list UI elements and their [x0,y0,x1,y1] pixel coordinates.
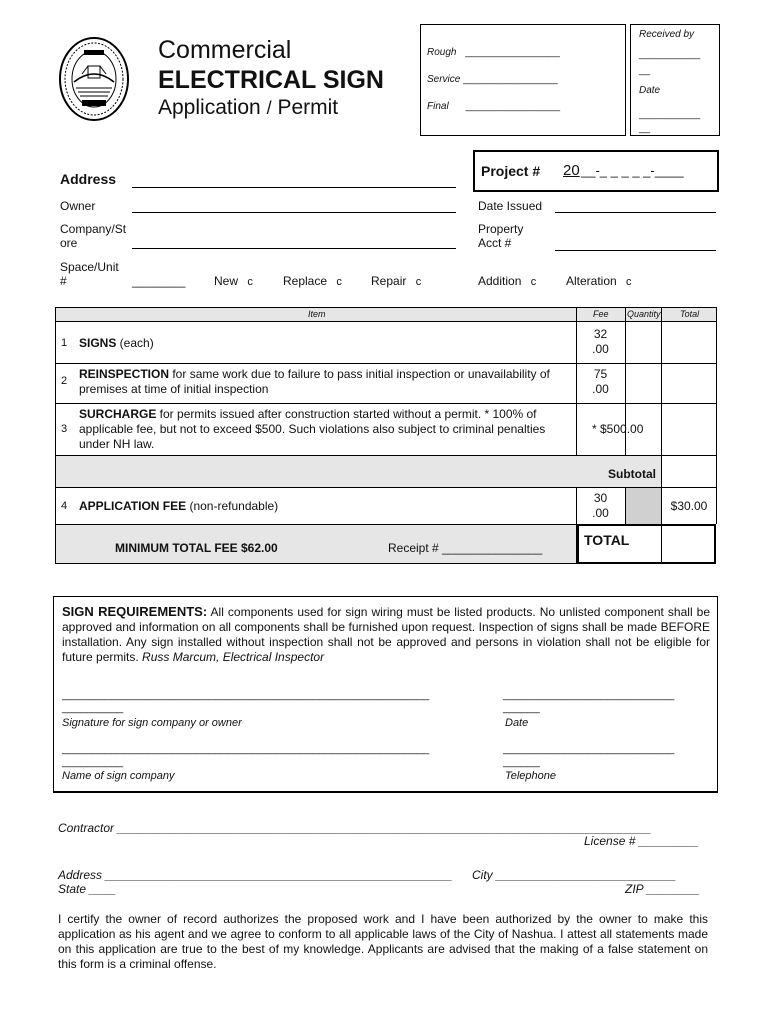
row-1-fee [576,327,625,357]
license-field[interactable]: License # _________ [584,834,699,848]
date-issued-field[interactable] [555,212,716,213]
quantity-column-rule [625,487,626,524]
table-border-bottom [55,563,576,564]
row-2-number: 2 [61,375,68,387]
sign-requirements-text [62,604,710,665]
sign-requirements-body: All components used for sign wiring must be listed products. No unlisted component shall be approved and information on all components shall be furnished upon request. Inspection of signs shall be made BEFORE installation. Any sign installed without inspection shall not be approved and persons in violation shall not be eligible for future permits. [62,605,710,664]
received-by-blank-cont: __ [639,65,651,76]
company-field[interactable] [132,248,456,249]
signature-field[interactable] [62,689,429,715]
row-4-fee [576,491,625,521]
received-date-label: Date [639,85,661,96]
subtotal-row-shade [55,455,661,487]
company-name-line-cont: __________ [62,756,124,768]
row-1-quantity-field[interactable] [626,322,660,362]
telephone-label: Telephone [505,770,556,782]
company-label-line2: ore [60,236,78,250]
row-3-fee-value: * $500.00 [592,422,644,436]
received-date-blank-cont: __ [639,123,651,134]
space-unit-field[interactable]: ________ [132,274,186,288]
row-2-quantity-field[interactable] [626,364,660,402]
row-2-fee-cents: .00 [592,382,609,396]
project-number-blank: __-_ _ _ _ _-____ [581,163,684,178]
total-label: TOTAL [584,532,630,548]
address-label: Address [60,171,117,187]
contractor-zip-field[interactable]: ZIP ________ [625,882,700,896]
company-label [60,222,126,250]
project-label: Project # [481,163,541,179]
fee-table [55,307,716,564]
telephone-line-cont: ______ [503,756,540,768]
option-repair-checkbox[interactable]: c [415,276,422,288]
row-2-desc: for same work due to failure to pass initial inspection or unavailability of premises at time of initial inspection [79,367,550,396]
option-alteration[interactable] [566,274,632,288]
signature-line: ____________________________________________________________ [62,689,430,701]
row-2-fee-dollars: 75 [593,367,608,381]
row-1-number: 1 [61,337,68,349]
table-header-shade [55,307,716,321]
property-acct-label [478,222,523,250]
option-new-checkbox[interactable]: c [247,276,253,288]
row-1-title: SIGNS [79,336,117,350]
option-replace-checkbox[interactable]: c [336,276,342,288]
contractor-field[interactable]: Contractor ________________________________________________________________________________ [58,821,652,835]
application-fee-quantity-shade [625,487,661,524]
table-rule [55,487,716,488]
owner-label: Owner [60,199,96,213]
property-label-line1: Property [478,222,524,236]
receipt-number[interactable]: Receipt # _______________ [388,541,543,555]
inspection-service-label: Service [427,74,461,85]
option-new-label: New [214,274,239,288]
inspection-rough[interactable] [427,47,560,58]
received-by-label: Received by [639,29,695,40]
row-2-title: REINSPECTION [79,367,170,381]
title-electrical-sign: ELECTRICAL SIGN [158,66,384,94]
row-4-fee-cents: .00 [592,506,609,520]
date-label: Date [505,717,529,729]
contractor-state-field[interactable]: State ____ [58,882,117,896]
row-4-title: APPLICATION FEE [79,499,187,513]
table-rule [55,403,716,404]
option-new[interactable] [214,274,253,288]
sign-requirements-heading: SIGN REQUIREMENTS: [62,604,208,619]
address-field[interactable] [132,187,456,188]
date-line-cont: ______ [503,702,540,714]
row-4-desc: (non-refundable) [186,499,279,513]
company-name-label: Name of sign company [62,770,175,782]
table-rule [55,363,716,364]
title-application: Application [158,96,261,119]
inspection-box [420,24,626,136]
row-1-fee-cents: .00 [592,342,609,356]
option-addition-checkbox[interactable]: c [530,276,537,288]
header-fee: Fee [593,309,609,319]
inspection-final[interactable] [427,101,560,112]
space-label-line1: Space/Unit [60,260,119,274]
row-3-fee [578,422,678,436]
row-4-total: $30.00 [670,499,708,513]
city-seal-icon [58,36,130,122]
inspection-final-blank: _________________ [465,101,561,112]
row-1-item [79,336,571,350]
row-3-desc: for permits issued after construction started without a permit. * 100% of applicable fee, but not to exceed $500. Such violations also subject to criminal penalties under NH law. [79,407,546,451]
row-4-item [79,499,571,513]
table-border-right [716,307,717,524]
contractor-city-field[interactable]: City ___________________________ [472,868,677,882]
option-alteration-checkbox[interactable]: c [626,276,632,288]
header-item: Item [308,309,326,319]
option-replace-label: Replace [283,274,328,288]
row-2-fee [576,367,625,397]
option-addition[interactable] [478,274,536,288]
received-date-blank[interactable]: ___________ [639,109,701,120]
signature-line-cont: __________ [62,702,124,714]
option-alteration-label: Alteration [566,274,617,288]
inspection-rough-blank: _________________ [465,47,560,58]
option-repair[interactable] [371,274,421,288]
title-application-permit [158,96,338,120]
received-by-blank[interactable]: ___________ [639,49,701,60]
row-1-fee-dollars: 32 [593,327,608,341]
date-field[interactable] [503,689,674,715]
owner-field[interactable] [132,212,456,213]
sign-requirements-box [53,596,718,793]
signature-label: Signature for sign company or owner [62,717,242,729]
contractor-address-field[interactable]: Address ____________________________________________________ [58,868,453,882]
row-3-title: SURCHARGE [79,407,157,421]
title-separator: / [266,98,272,118]
table-rule [55,455,716,456]
telephone-line: ____________________________ [503,743,675,755]
company-name-field[interactable] [62,743,429,769]
inspector-name: Russ Marcum, Electrical Inspector [142,650,325,664]
header-quantity: Quantity [627,309,661,319]
header-total: Total [680,309,700,319]
property-label-line2: Acct # [478,236,512,250]
company-name-line: ____________________________________________________________ [62,743,430,755]
received-box [630,24,720,136]
title-commercial: Commercial [158,36,292,64]
row-4-number: 4 [61,500,68,512]
option-repair-label: Repair [371,274,407,288]
table-border-top [55,307,716,308]
certification-statement: I certify the owner of record authorizes the proposed work and I have been authorized by the owner to make this application as his agent and we agree to conform to all applicable laws of the City of Nashua. I attest all statements made on this application are true to the best of my knowledge. Applicants are advised that the making of a false statement on this form is a criminal offense. [58,912,708,971]
property-acct-field[interactable] [555,250,716,251]
subtotal-field[interactable] [662,456,716,486]
subtotal-label: Subtotal [608,467,656,481]
company-label-line1: Company/St [60,222,127,236]
row-1-desc: (each) [116,336,154,350]
title-permit: Permit [277,96,339,119]
row-3-item [79,407,575,452]
row-2-item [79,367,575,397]
inspection-service-blank: _________________ [463,74,558,85]
space-label-line2: # [60,274,67,288]
date-line: ____________________________ [503,689,675,701]
telephone-field[interactable] [503,743,674,769]
inspection-service[interactable] [427,74,558,85]
inspection-final-label: Final [427,101,449,112]
date-issued-label: Date Issued [478,199,543,213]
minimum-total-fee: MINIMUM TOTAL FEE $62.00 [115,541,278,555]
total-box[interactable] [577,524,716,564]
option-addition-label: Addition [478,274,522,288]
row-3-number: 3 [61,423,68,435]
project-year: 20 [563,162,580,179]
row-4-fee-dollars: 30 [593,491,608,505]
table-border-left [55,307,56,564]
option-replace[interactable] [283,274,342,288]
space-unit-label [60,260,119,288]
project-number-box[interactable] [473,150,719,192]
table-rule [55,321,716,322]
inspection-rough-label: Rough [427,47,457,58]
